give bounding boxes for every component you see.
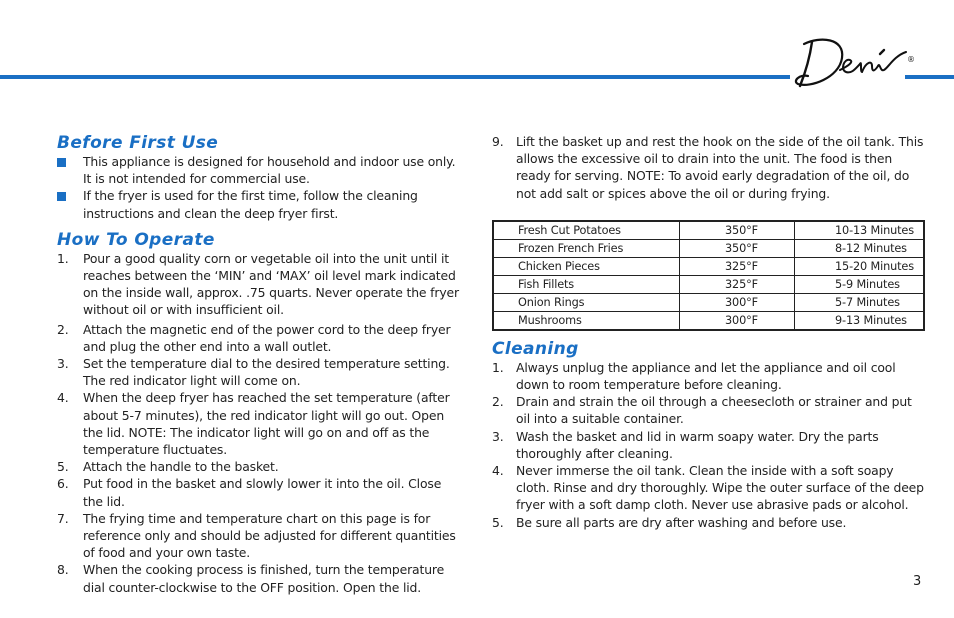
time-cell: 15-20 Minutes bbox=[795, 257, 925, 275]
table-row bbox=[493, 239, 924, 257]
cleaning-steps bbox=[492, 359, 928, 531]
deni-logo bbox=[790, 26, 910, 96]
step-number: 5. bbox=[492, 514, 504, 530]
temperature-cell: 325°F bbox=[680, 257, 795, 275]
table-row bbox=[493, 275, 924, 293]
step-text: When the cooking process is finished, turn the temperature dial counter-clockwise to the OFF position. Open the lid. bbox=[83, 562, 445, 595]
step-text: Attach the magnetic end of the power cord to the deep fryer and plug the other end into a wall outlet. bbox=[83, 321, 451, 354]
table-row bbox=[493, 293, 924, 311]
step-text: Never immerse the oil tank. Clean the inside with a soft soapy cloth. Rinse and dry thoroughly. Wipe the outer surface of the deep fryer with a soft damp cloth. Never use abrasive pads or alcohol. bbox=[516, 463, 924, 513]
header-rule-end bbox=[905, 75, 954, 79]
time-cell: 10-13 Minutes bbox=[795, 221, 925, 240]
before-first-use-heading: Before First Use bbox=[57, 133, 219, 153]
list-item bbox=[57, 389, 459, 458]
step-number: 1. bbox=[492, 359, 504, 375]
temperature-cell: 350°F bbox=[680, 239, 795, 257]
list-item bbox=[57, 355, 459, 389]
header-rule bbox=[0, 75, 790, 79]
step-number: 1. bbox=[57, 250, 69, 266]
list-item-text: This appliance is designed for household and indoor use only. It is not intended for commercial use. bbox=[83, 154, 456, 187]
list-item bbox=[492, 514, 928, 531]
list-item bbox=[57, 475, 459, 509]
step-text: Be sure all parts are dry after washing and before use. bbox=[516, 514, 847, 530]
left-column bbox=[57, 133, 459, 596]
table-row bbox=[493, 221, 924, 240]
food-cell: Chicken Pieces bbox=[493, 257, 680, 275]
time-cell: 5-7 Minutes bbox=[795, 293, 925, 311]
time-cell: 8-12 Minutes bbox=[795, 239, 925, 257]
food-cell: Frozen French Fries bbox=[493, 239, 680, 257]
food-cell: Fresh Cut Potatoes bbox=[493, 221, 680, 240]
step-text: Attach the handle to the basket. bbox=[83, 459, 279, 475]
step-text: Wash the basket and lid in warm soapy water. Dry the parts thoroughly after cleaning. bbox=[516, 428, 879, 461]
list-item bbox=[492, 359, 928, 393]
step-text: Drain and strain the oil through a cheesecloth or strainer and put oil into a suitable container. bbox=[516, 394, 912, 427]
temperature-cell: 350°F bbox=[680, 221, 795, 240]
before-first-use-list bbox=[57, 153, 459, 222]
temperature-cell: 300°F bbox=[680, 293, 795, 311]
step-number: 7. bbox=[57, 510, 69, 526]
list-item bbox=[492, 428, 928, 462]
list-item bbox=[492, 462, 928, 514]
list-item bbox=[57, 510, 459, 562]
time-cell: 9-13 Minutes bbox=[795, 311, 925, 330]
step-text: The frying time and temperature chart on this page is for reference only and should be adjusted for different quantities of food and your own taste. bbox=[83, 510, 456, 561]
list-item bbox=[57, 153, 459, 187]
page-number: 3 bbox=[913, 574, 922, 589]
step-number: 5. bbox=[57, 459, 69, 475]
step-number: 8. bbox=[57, 562, 69, 578]
list-item bbox=[57, 321, 459, 355]
bullet-square-icon bbox=[57, 158, 66, 167]
list-item bbox=[57, 458, 459, 475]
list-item bbox=[492, 133, 928, 202]
right-column bbox=[492, 133, 928, 531]
list-item bbox=[57, 187, 459, 221]
step-text: Set the temperature dial to the desired temperature setting. The red indicator light will come on. bbox=[83, 356, 450, 389]
step-number: 4. bbox=[492, 463, 504, 479]
bullet-square-icon bbox=[57, 192, 66, 201]
registered-mark: ® bbox=[907, 55, 915, 64]
list-item bbox=[57, 561, 459, 595]
cleaning-heading: Cleaning bbox=[492, 338, 579, 359]
food-cell: Fish Fillets bbox=[493, 275, 680, 293]
table-row bbox=[493, 311, 924, 330]
list-item-text: If the fryer is used for the first time, follow the cleaning instructions and clean the deep fryer first. bbox=[83, 188, 418, 221]
operate-steps bbox=[57, 250, 459, 596]
logo-text: Deni bbox=[848, 84, 851, 85]
frying-chart-table bbox=[492, 220, 925, 331]
list-item bbox=[492, 393, 928, 427]
table-row bbox=[493, 257, 924, 275]
step-text: Lift the basket up and rest the hook on the side of the oil tank. This allows the excessive oil to drain into the unit. The food is then ready for serving. NOTE: To avoid early degradation of the oil, do not add salt or spices above the oil or during frying. bbox=[516, 134, 924, 201]
step-text: Put food in the basket and slowly lower it into the oil. Close the lid. bbox=[83, 476, 442, 509]
list-item bbox=[57, 250, 459, 319]
step-number: 2. bbox=[492, 394, 504, 410]
step-number: 3. bbox=[492, 428, 504, 444]
step-number: 9. bbox=[492, 134, 504, 149]
step-text: Pour a good quality corn or vegetable oil into the unit until it reaches between the ‘MIN’ and ‘MAX’ oil level mark indicated on the inside wall, approx. .75 quarts. Never operate the fryer without oil or with insufficient oil. bbox=[83, 250, 459, 318]
step-number: 2. bbox=[57, 321, 69, 337]
step-number: 4. bbox=[57, 390, 69, 406]
food-cell: Onion Rings bbox=[493, 293, 680, 311]
temperature-cell: 300°F bbox=[680, 311, 795, 330]
step-number: 3. bbox=[57, 356, 69, 372]
temperature-cell: 325°F bbox=[680, 275, 795, 293]
time-cell: 5-9 Minutes bbox=[795, 275, 925, 293]
step-text: When the deep fryer has reached the set temperature (after about 5-7 minutes), the red indicator light will go out. Open the lid. NOTE: The indicator light will go on and off as the temperature fluctuates. bbox=[83, 390, 450, 458]
food-cell: Mushrooms bbox=[493, 311, 680, 330]
how-to-operate-heading: How To Operate bbox=[57, 229, 215, 250]
step-text: Always unplug the appliance and let the appliance and oil cool down to room temperature before cleaning. bbox=[516, 359, 896, 393]
step-number: 6. bbox=[57, 476, 69, 492]
